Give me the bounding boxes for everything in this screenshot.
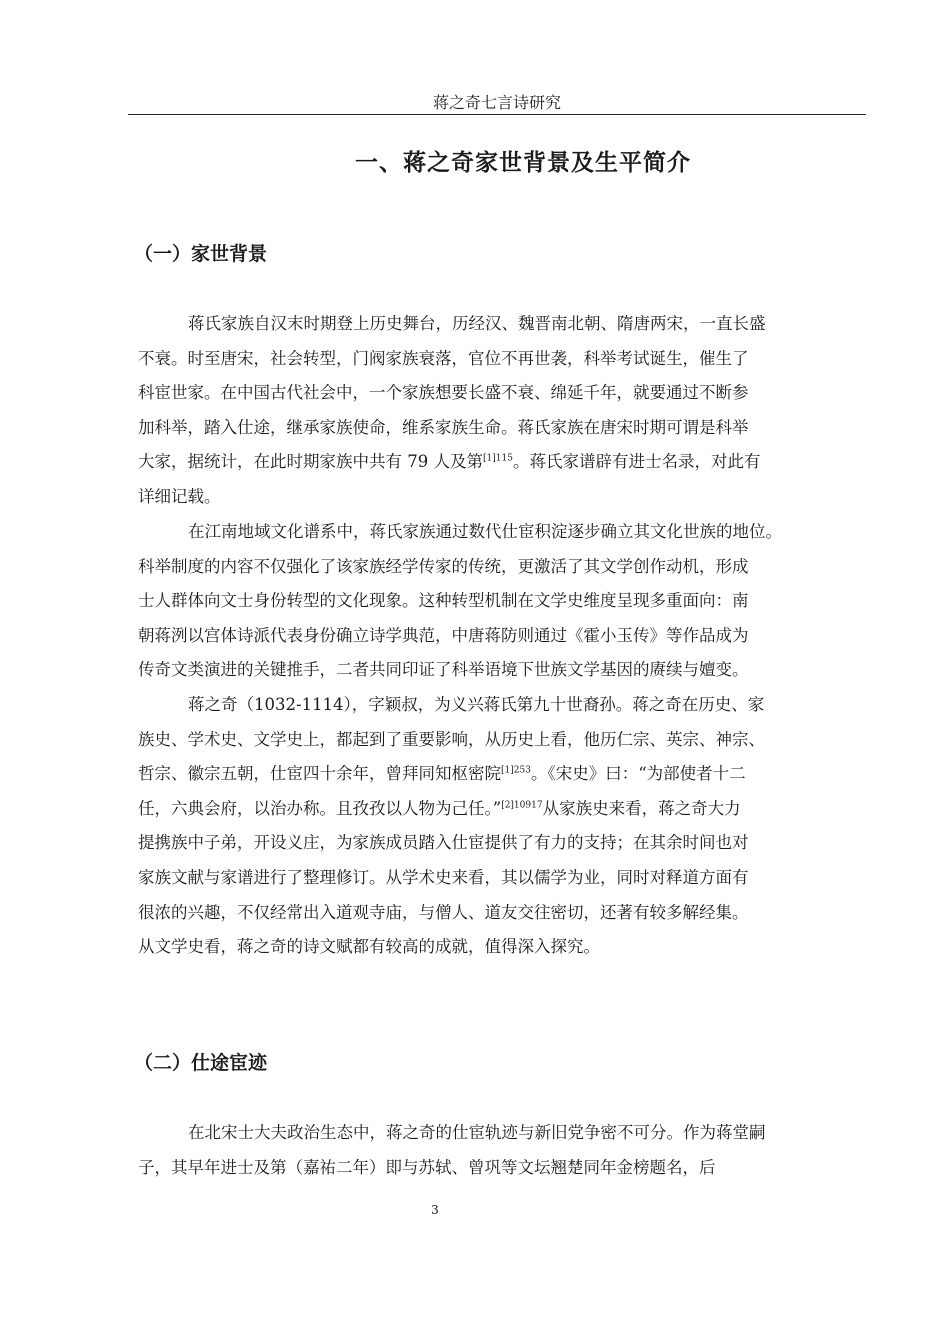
text-segment: 大家，据统计，在此时期家族中共有 79 人及第	[138, 452, 483, 472]
text-line	[138, 792, 860, 827]
text-line: 很浓的兴趣，不仅经常出入道观寺庙，与僧人、道友交往密切，还著有较多解经集。	[138, 902, 749, 922]
text-segment: 从家族史来看，蒋之奇大力	[542, 798, 741, 818]
text-segment: 。蒋氏家谱辟有进士名录，对此有	[512, 452, 761, 472]
text-line: 提携族中子弟，开设义庄，为家族成员踏入仕宦提供了有力的支持；在其余时间也对	[138, 833, 749, 853]
page-number: 3	[431, 1203, 439, 1217]
paragraph-jiang-zhiqi-intro	[138, 688, 860, 965]
text-line: 不衰。时至唐宋，社会转型，门阀家族衰落，官位不再世袭，科举考试诞生，催生了	[138, 348, 749, 368]
text-line: 朝蒋洌以宫体诗派代表身份确立诗学典范，中唐蒋防则通过《霍小玉传》等作品成为	[138, 625, 749, 645]
paragraph-cultural-lineage	[138, 515, 860, 688]
text-line: 传奇文类演进的关键推手，二者共同印证了科举语境下世族文学基因的赓续与嬗变。	[138, 660, 749, 680]
text-line: 科宦世家。在中国古代社会中，一个家族想要长盛不衰、绵延千年，就要通过不断参	[138, 383, 749, 403]
text-line: 士人群体向文士身份转型的文化现象。这种转型机制在文学史维度呈现多重面向：南	[138, 591, 749, 611]
text-segment: 。《宋史》曰：“为部使者十二	[530, 764, 746, 784]
text-line: 家族文献与家谱进行了整理修订。从学术史来看，其以儒学为业，同时对释道方面有	[138, 867, 749, 887]
section-heading-career: （二）仕途宦迹	[134, 1052, 268, 1074]
text-line: 详细记载。	[138, 486, 221, 506]
text-line: 从文学史看，蒋之奇的诗文赋都有较高的成就，值得深入探究。	[138, 937, 600, 957]
text-line: 族史、学术史、文学史上，都起到了重要影响，从历史上看，他历仁宗、英宗、神宗、	[138, 729, 765, 749]
text-line	[138, 757, 860, 792]
text-line: 加科举，踏入仕途，继承家族使命，维系家族生命。蒋氏家族在唐宋时期可谓是科举	[138, 417, 749, 437]
paragraph-career-intro	[138, 1116, 860, 1185]
header-rule	[128, 114, 866, 115]
text-line: 在北宋士大夫政治生态中，蒋之奇的仕宦轨迹与新旧党争密不可分。作为蒋堂嗣	[188, 1123, 766, 1142]
text-line: 蒋氏家族自汉末时期登上历史舞台，历经汉、魏晋南北朝、隋唐两宋，一直长盛	[188, 314, 766, 333]
section-heading-family-background: （一）家世背景	[134, 243, 268, 265]
text-segment: 哲宗、徽宗五朝，仕宦四十余年，曾拜同知枢密院	[138, 764, 501, 784]
text-line: 在江南地域文化谱系中，蒋氏家族通过数代仕宦积淀逐步确立其文化世族的地位。	[188, 522, 782, 541]
citation-superscript: [1]115	[483, 453, 513, 464]
running-header: 蒋之奇七言诗研究	[432, 93, 561, 112]
text-line: 蒋之奇（1032-1114），字颖叔，为义兴蒋氏第九十世裔孙。蒋之奇在历史、家	[188, 695, 765, 714]
text-segment: 任，六典会府，以治办称。且孜孜以人物为己任。”	[138, 798, 502, 818]
text-line: 科举制度的内容不仅强化了该家族经学传家的传统，更激活了其文学创作动机，形成	[138, 556, 749, 576]
paragraph-family-history	[138, 307, 860, 515]
text-line	[138, 445, 860, 480]
text-line: 子，其早年进士及第（嘉祐二年）即与苏轼、曾巩等文坛翘楚同年金榜题名，后	[138, 1157, 716, 1177]
chapter-title: 一、蒋之奇家世背景及生平简介	[355, 149, 691, 176]
citation-superscript: [1]253	[501, 765, 531, 776]
citation-superscript: [2]10917	[501, 800, 543, 811]
